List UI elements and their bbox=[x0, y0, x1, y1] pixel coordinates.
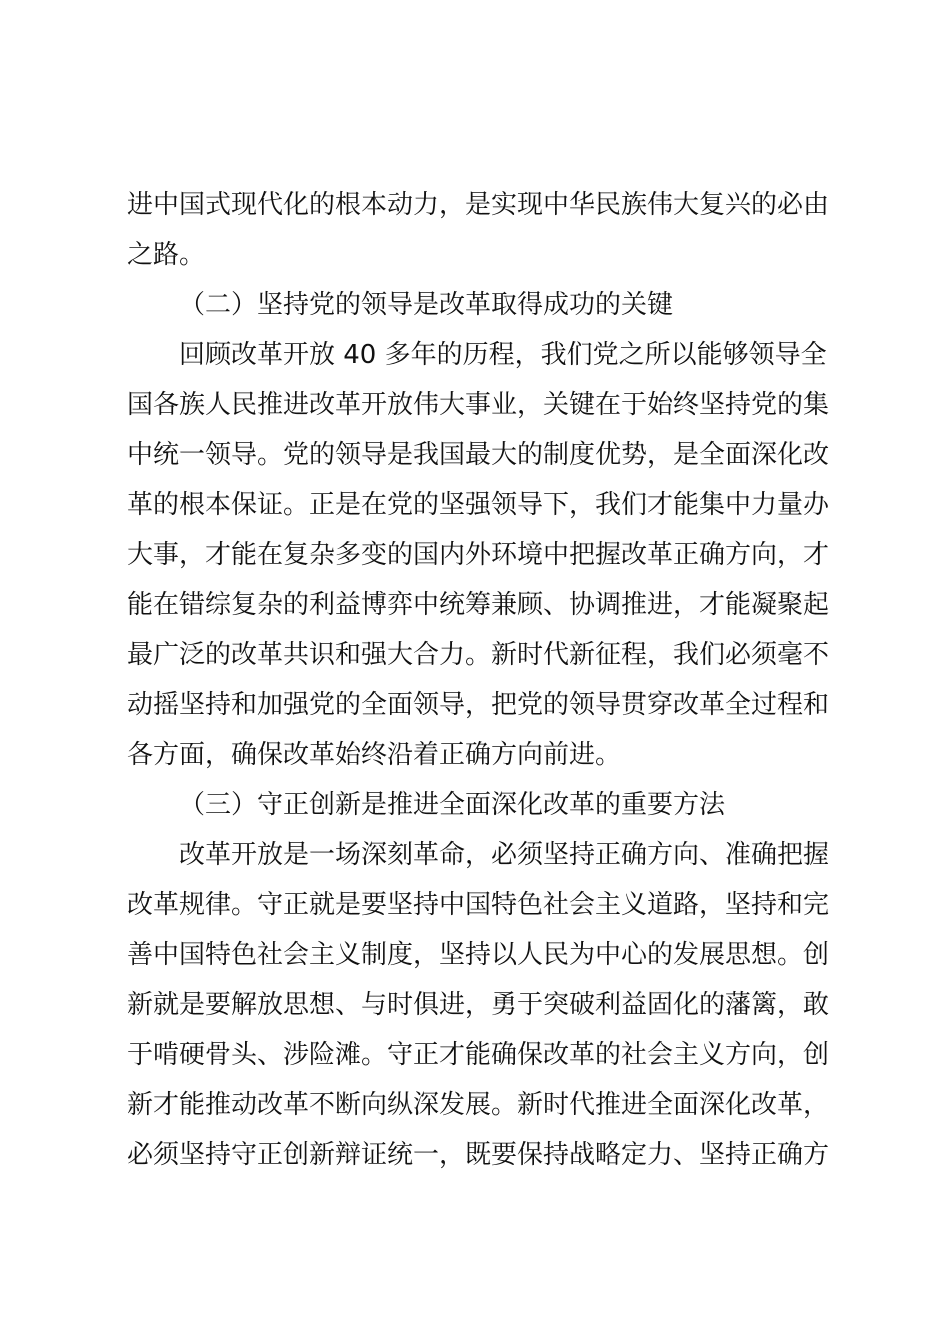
paragraph-line: 于啃硬骨头、涉险滩。守正才能确保改革的社会主义方向，创 bbox=[127, 1040, 830, 1070]
paragraph-line: 善中国特色社会主义制度，坚持以人民为中心的发展思想。创 bbox=[127, 940, 830, 970]
paragraph-line: 之路。 bbox=[127, 240, 206, 270]
paragraph-line: 最广泛的改革共识和强大合力。新时代新征程，我们必须毫不 bbox=[127, 640, 830, 670]
paragraph-line: 改革规律。守正就是要坚持中国特色社会主义道路，坚持和完 bbox=[127, 890, 830, 920]
section-heading: （二）坚持党的领导是改革取得成功的关键 bbox=[179, 290, 674, 320]
paragraph-line: 动摇坚持和加强党的全面领导，把党的领导贯穿改革全过程和 bbox=[127, 690, 830, 720]
paragraph-line: 革的根本保证。正是在党的坚强领导下，我们才能集中力量办 bbox=[127, 490, 830, 520]
paragraph-line: 改革开放是一场深刻革命，必须坚持正确方向、准确把握 bbox=[179, 840, 830, 870]
paragraph-line: 中统一领导。党的领导是我国最大的制度优势，是全面深化改 bbox=[127, 440, 830, 470]
paragraph-line: 新才能推动改革不断向纵深发展。新时代推进全面深化改革， bbox=[127, 1090, 830, 1120]
paragraph-line: 必须坚持守正创新辩证统一，既要保持战略定力、坚持正确方 bbox=[127, 1140, 830, 1170]
paragraph-line: 国各族人民推进改革开放伟大事业，关键在于始终坚持党的集 bbox=[127, 390, 830, 420]
paragraph-line: 进中国式现代化的根本动力，是实现中华民族伟大复兴的必由 bbox=[127, 190, 830, 220]
paragraph-line: 能在错综复杂的利益博弈中统筹兼顾、协调推进，才能凝聚起 bbox=[127, 590, 830, 620]
section-heading: （三）守正创新是推进全面深化改革的重要方法 bbox=[179, 790, 726, 820]
paragraph-line: 大事，才能在复杂多变的国内外环境中把握改革正确方向，才 bbox=[127, 540, 830, 570]
paragraph-line: 新就是要解放思想、与时俱进，勇于突破利益固化的藩篱，敢 bbox=[127, 990, 830, 1020]
paragraph-line: 各方面，确保改革始终沿着正确方向前进。 bbox=[127, 740, 622, 770]
paragraph-line: 回顾改革开放 40 多年的历程，我们党之所以能够领导全 bbox=[179, 340, 827, 370]
